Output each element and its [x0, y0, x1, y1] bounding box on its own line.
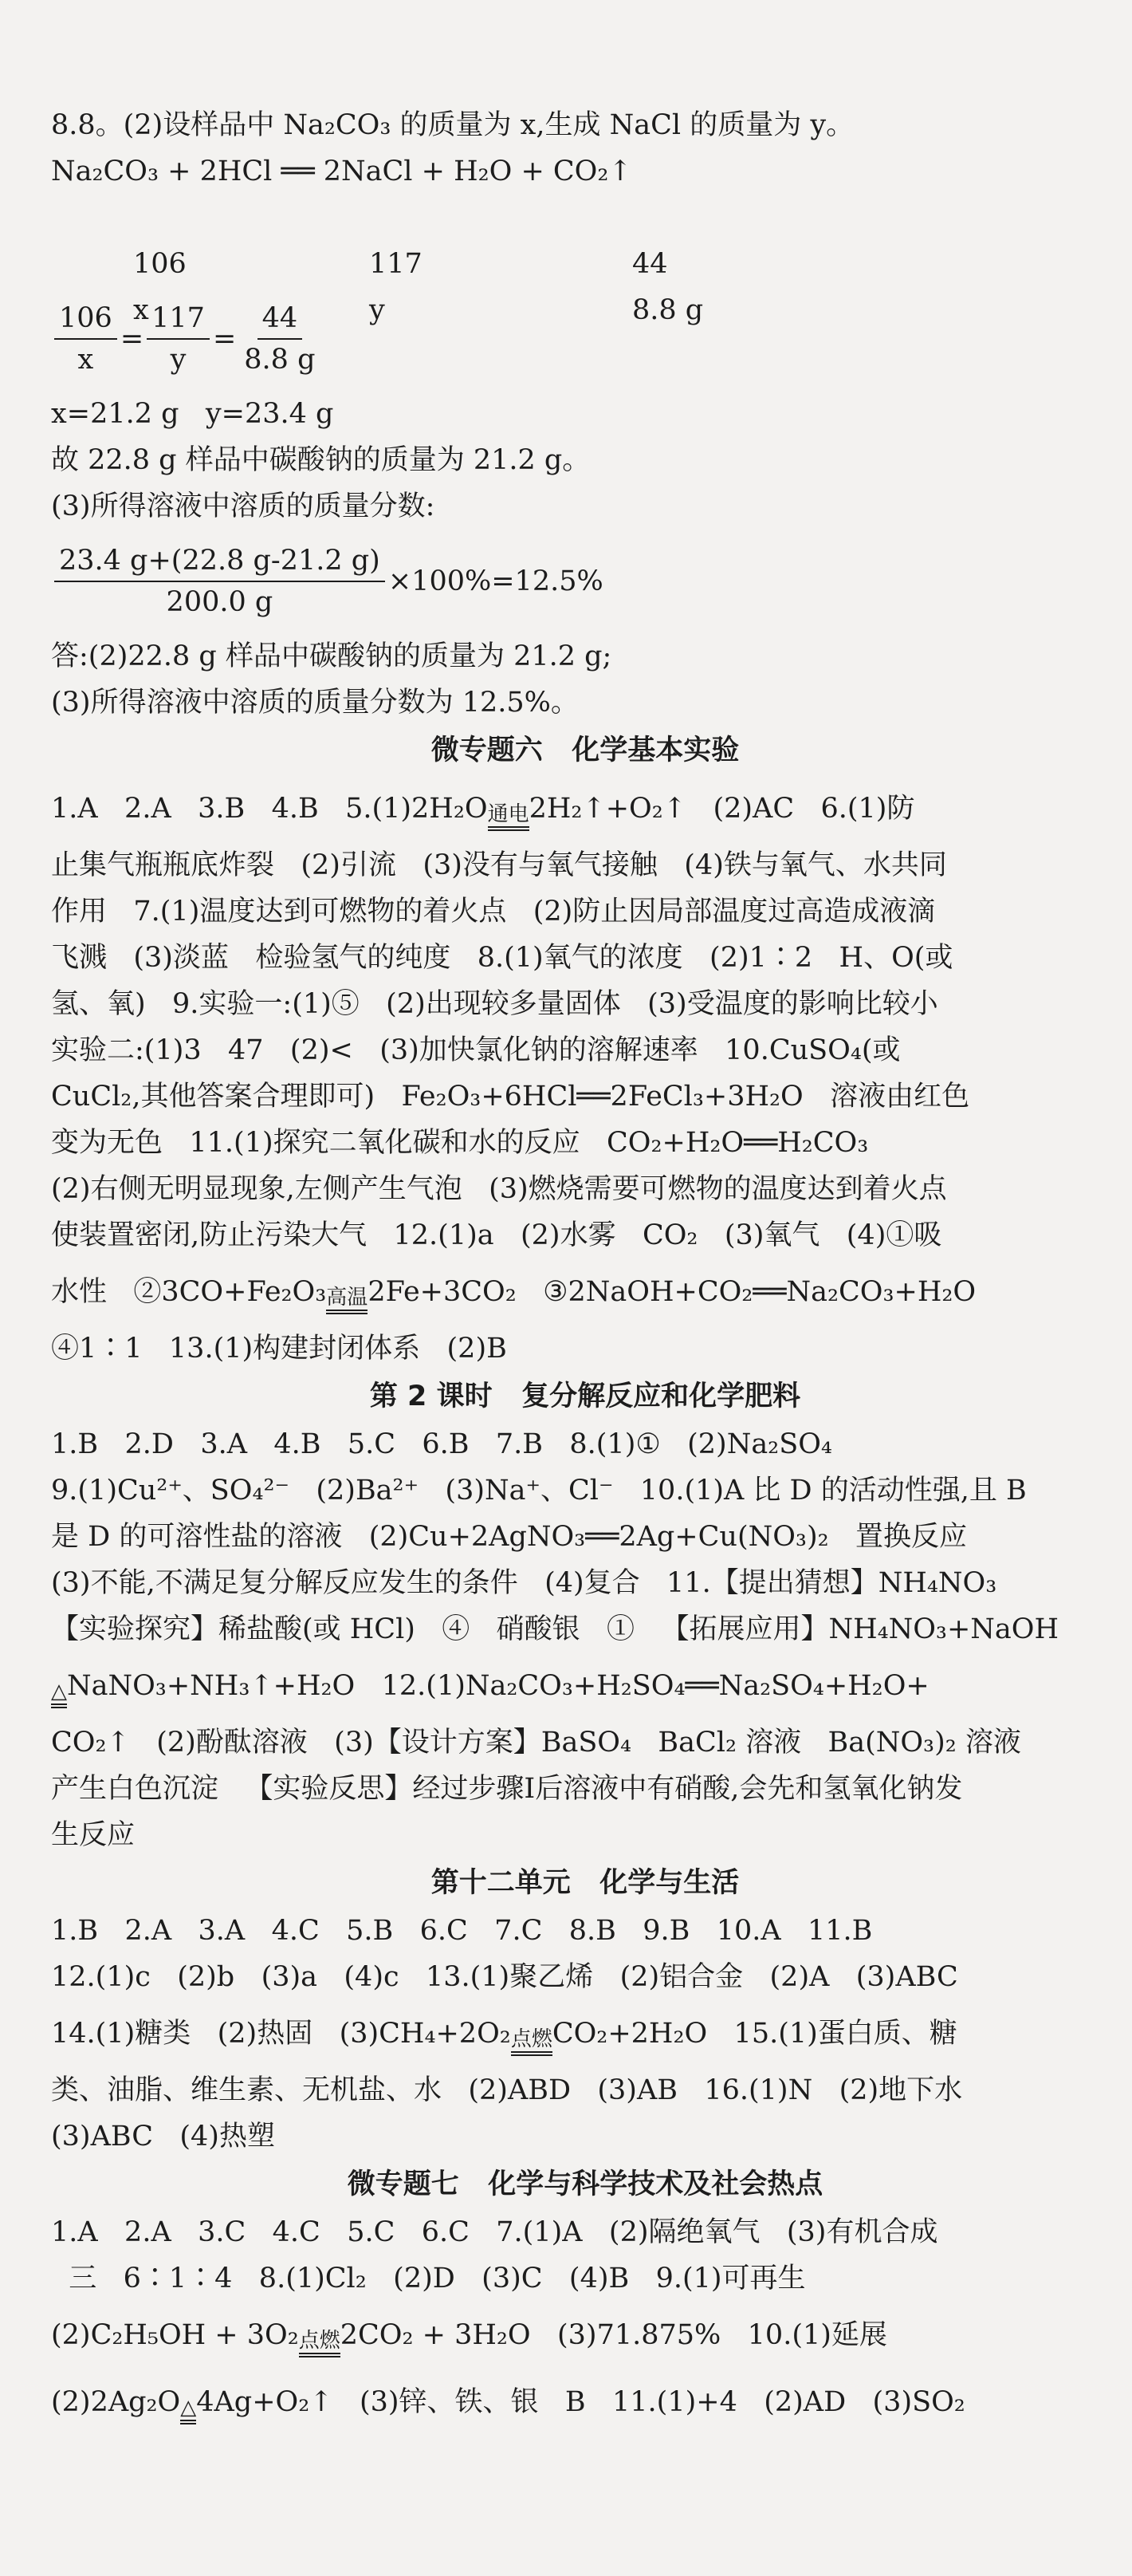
- problem-line-1: 8.8。(2)设样品中 Na₂CO₃ 的质量为 x,生成 NaCl 的质量为 y。: [51, 109, 855, 141]
- reaction-condition: 点燃: [299, 2329, 340, 2369]
- sec6-line-11: 水性 ②3CO+Fe₂O₃ 高温 2Fe+3CO₂ ③2NaOH+CO₂══Na₂CO₃+H₂O: [51, 1258, 1119, 1325]
- reaction-condition: 点燃: [511, 2027, 552, 2067]
- reaction-condition: 通电: [488, 802, 529, 842]
- sec6-line-3: 作用 7.(1)温度达到可燃物的着火点 (2)防止因局部温度过高造成液滴: [51, 896, 936, 928]
- mass-fraction-formula: [51, 530, 1119, 633]
- result-line: x=21.2 g y=23.4 g: [51, 398, 334, 430]
- reaction-condition: △: [51, 1680, 67, 1719]
- sec6-line-8: 变为无色 11.(1)探究二氧化碳和水的反应 CO₂+H₂O══H₂CO₃: [51, 1127, 869, 1159]
- mass-na2co3: 106: [133, 248, 187, 280]
- section-heading-7: 微专题七 化学与科学技术及社会热点: [347, 2168, 823, 2200]
- sec6-line-2: 止集气瓶瓶底炸裂 (2)引流 (3)没有与氧气接触 (4)铁与氧气、水共同: [51, 849, 947, 881]
- u12-line-4: 类、油脂、维生素、无机盐、水 (2)ABD (3)AB 16.(1)N (2)地下水: [51, 2074, 963, 2106]
- sec6-line-6: 实验二:(1)3 47 (2)< (3)加快氯化钠的溶解速率 10.CuSO₄(或: [51, 1034, 901, 1066]
- ratio-table: [51, 195, 1119, 326]
- l2-line-2: 9.(1)Cu²⁺、SO₄²⁻ (2)Ba²⁺ (3)Na⁺、Cl⁻ 10.(1)A 比 D 的活动性强,且 B: [51, 1475, 1027, 1507]
- sec6-line-12: ④1∶1 13.(1)构建封闭体系 (2)B: [51, 1333, 507, 1365]
- answer-line-1: 答:(2)22.8 g 样品中碳酸钠的质量为 21.2 g;: [51, 640, 612, 672]
- sec6-line-10: 使装置密闭,防止污染大气 12.(1)a (2)水雾 CO₂ (3)氧气 (4)①吸: [51, 1219, 942, 1251]
- sec7-line-2: 三 6∶1∶4 8.(1)Cl₂ (2)D (3)C (4)B 9.(1)可再生: [51, 2263, 806, 2294]
- mass-fraction-tail: ×100%=12.5%: [387, 565, 603, 597]
- fraction-c: $\frac{44}{8.8 g}$: [239, 298, 320, 380]
- section-heading-unit12: 第十二单元 化学与生活: [430, 1867, 740, 1899]
- sec7-line-4: (2)2Ag₂O △ 4Ag+O₂↑ (3)锌、铁、银 B 11.(1)+4 (2)AD (3)SO₂: [51, 2369, 1119, 2436]
- var-y: y: [369, 294, 385, 326]
- ratio-equation: $\frac{106}{x}$ = $\frac{117}{y}$ = $\frac{44}{8.8 g}$: [51, 287, 1119, 391]
- fraction-b: $\frac{117}{y}$: [147, 298, 210, 380]
- answer-line-2: (3)所得溶液中溶质的质量分数为 12.5%。: [51, 687, 579, 719]
- sec6-line-4: 飞溅 (3)淡蓝 检验氢气的纯度 8.(1)氧气的浓度 (2)1∶2 H、O(或: [51, 942, 953, 974]
- chemical-equation: Na₂CO₃ + 2HCl ══ 2NaCl + H₂O + CO₂↑: [51, 156, 632, 187]
- u12-line-3: 14.(1)糖类 (2)热固 (3)CH₄+2O₂ 点燃 CO₂+2H₂O 15.(1)蛋白质、糖: [51, 2000, 1119, 2067]
- u12-line-1: 1.B 2.A 3.A 4.C 5.B 6.C 7.C 8.B 9.B 10.A 11.B: [51, 1915, 873, 1947]
- var-co2: 8.8 g: [632, 294, 704, 326]
- u12-line-5: (3)ABC (4)热塑: [51, 2121, 275, 2153]
- reaction-condition: 高温: [326, 1286, 368, 1325]
- l2-line-3: 是 D 的可溶性盐的溶液 (2)Cu+2AgNO₃══2Ag+Cu(NO₃)₂ 置换反应: [51, 1521, 968, 1553]
- mass-nacl: 117: [369, 248, 423, 280]
- mass-fraction: $\frac{23.4 g+(22.8 g-21.2 g)}{200.0 g}$: [54, 541, 385, 622]
- l2-line-4: (3)不能,不满足复分解反应发生的条件 (4)复合 11.【提出猜想】NH₄NO₃: [51, 1567, 997, 1599]
- section-heading-6: 微专题六 化学基本实验: [430, 735, 740, 766]
- part3-line: (3)所得溶液中溶质的质量分数:: [51, 490, 435, 522]
- l2-line-1: 1.B 2.D 3.A 4.B 5.C 6.B 7.B 8.(1)① (2)Na₂SO₄: [51, 1428, 832, 1460]
- sec6-line-5: 氢、氧) 9.实验一:(1)⑤ (2)出现较多量固体 (3)受温度的影响比较小: [51, 988, 938, 1020]
- section-heading-lesson2: 第 2 课时 复分解反应和化学肥料: [369, 1381, 801, 1412]
- l2-line-6: △ NaNO₃+NH₃↑+H₂O 12.(1)Na₂CO₃+H₂SO₄══Na₂SO₄+H₂O+: [51, 1652, 1119, 1719]
- l2-line-9: 生反应: [51, 1819, 136, 1851]
- sec6-line-9: (2)右侧无明显现象,左侧产生气泡 (3)燃烧需要可燃物的温度达到着火点: [51, 1173, 947, 1205]
- conclusion-line: 故 22.8 g 样品中碳酸钠的质量为 21.2 g。: [51, 444, 591, 476]
- answer-content: [51, 102, 1119, 2436]
- molar-mass-row: [51, 195, 1119, 280]
- var-x: x: [133, 294, 149, 326]
- sec7-line-3: (2)C₂H₅OH + 3O₂ 点燃 2CO₂ + 3H₂O (3)71.875% 10.(1)延展: [51, 2302, 1119, 2369]
- u12-line-2: 12.(1)c (2)b (3)a (4)c 13.(1)聚乙烯 (2)铝合金 (2)A (3)ABC: [51, 1961, 958, 1993]
- fraction-a: $\frac{106}{x}$: [54, 298, 117, 380]
- sec6-line-7: CuCl₂,其他答案合理即可) Fe₂O₃+6HCl══2FeCl₃+3H₂O 溶液由红色: [51, 1081, 970, 1113]
- l2-line-7: CO₂↑ (2)酚酞溶液 (3)【设计方案】BaSO₄ BaCl₂ 溶液 Ba(NO₃)₂ 溶液: [51, 1727, 1021, 1759]
- l2-line-5: 【实验探究】稀盐酸(或 HCl) ④ 硝酸银 ① 【拓展应用】NH₄NO₃+NaOH: [51, 1613, 1059, 1645]
- mass-co2: 44: [632, 248, 668, 280]
- l2-line-8: 产生白色沉淀 【实验反思】经过步骤Ⅰ后溶液中有硝酸,会先和氢氧化钠发: [51, 1773, 963, 1805]
- sec6-line-1: 1.A 2.A 3.B 4.B 5.(1)2H₂O 通电 2H₂↑+O₂↑ (2)AC 6.(1)防: [51, 775, 1119, 842]
- sec7-line-1: 1.A 2.A 3.C 4.C 5.C 6.C 7.(1)A (2)隔绝氧气 (3)有机合成: [51, 2216, 938, 2248]
- reaction-condition: △: [180, 2396, 196, 2436]
